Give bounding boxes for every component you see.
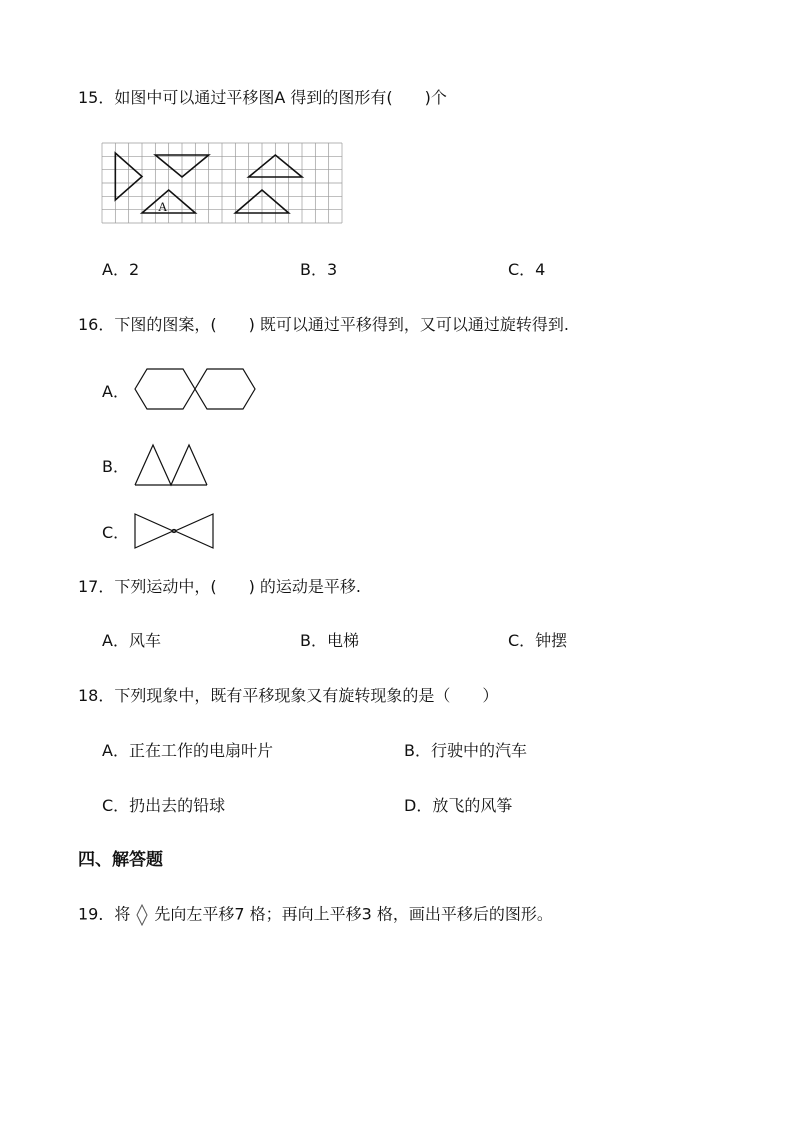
q18-option-c[interactable]: C．扔出去的铅球 <box>102 796 226 815</box>
q15-option-b[interactable]: B．3 <box>300 260 338 279</box>
section-4-heading: 四、解答题 <box>78 850 163 870</box>
q16-text: 16．下图的图案，( ) 既可以通过平移得到，又可以通过旋转得到. <box>78 315 570 334</box>
q17-option-c[interactable]: C．钟摆 <box>508 631 568 650</box>
grid-lines <box>102 143 342 223</box>
q15-option-c[interactable]: C．4 <box>508 260 546 279</box>
figure-label-a: A <box>158 199 168 214</box>
q17-option-a[interactable]: A．风车 <box>102 631 161 650</box>
double-hexagon-figure <box>133 367 257 413</box>
q18-text: 18．下列现象中，既有平移现象又有旋转现象的是（ ） <box>78 686 499 705</box>
q18-option-d[interactable]: D．放飞的风筝 <box>404 796 513 815</box>
q19-text <box>78 904 553 926</box>
q19-suffix: 先向左平移7 格；再向上平移3 格，画出平移后的图形。 <box>154 904 553 924</box>
q17-text: 17．下列运动中，( ) 的运动是平移. <box>78 577 362 596</box>
q19-prefix: 19．将 <box>78 904 131 924</box>
q16-option-c[interactable]: C． <box>102 523 130 542</box>
q18-option-b[interactable]: B．行驶中的汽车 <box>404 741 527 760</box>
q15-option-a[interactable]: A．2 <box>102 260 140 279</box>
q17-option-b[interactable]: B．电梯 <box>300 631 359 650</box>
bowtie-figure <box>133 512 215 552</box>
q16-option-a[interactable]: A． <box>102 382 129 401</box>
double-triangle-figure <box>133 443 209 487</box>
q15-text: 15．如图中可以通过平移图A 得到的图形有( )个 <box>78 88 447 107</box>
diamond-icon <box>136 904 148 926</box>
q18-option-a[interactable]: A．正在工作的电扇叶片 <box>102 741 273 760</box>
q15-grid-figure <box>102 143 344 225</box>
q16-option-b[interactable]: B． <box>102 457 129 476</box>
